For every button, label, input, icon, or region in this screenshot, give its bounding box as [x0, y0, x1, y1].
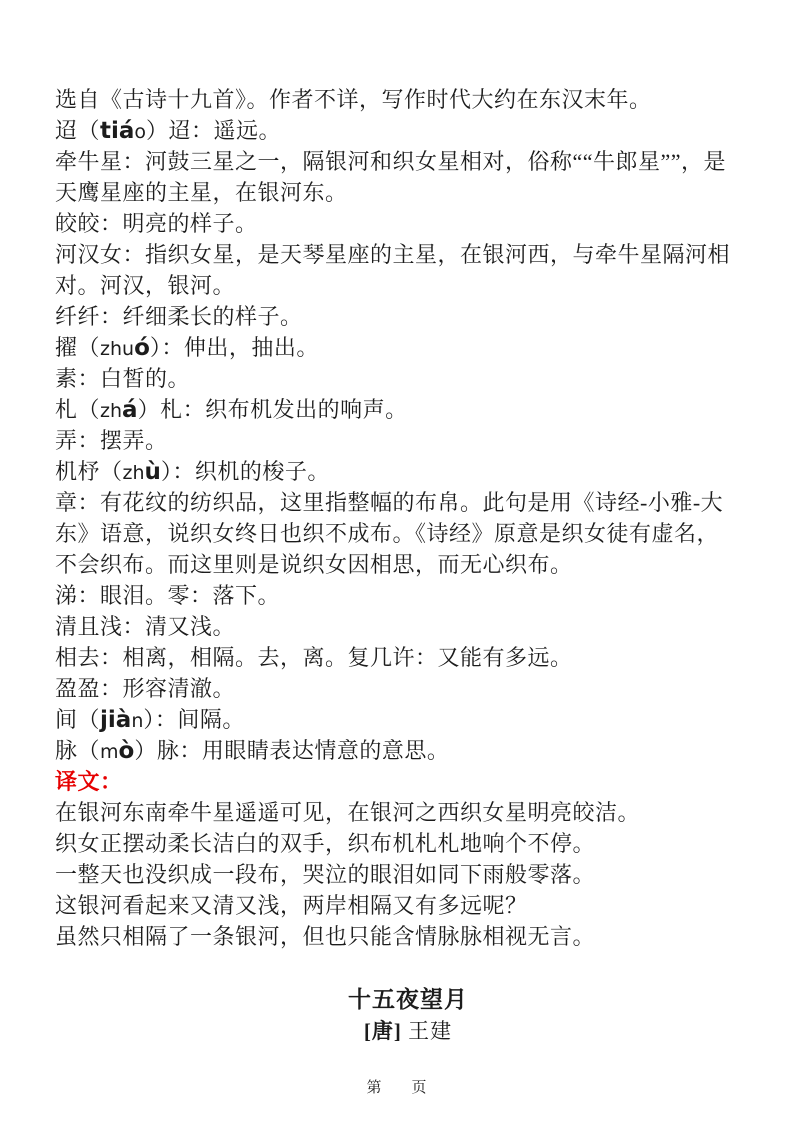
line-text: ）：伸出，抽出。 — [149, 335, 319, 360]
text-line — [55, 673, 761, 704]
line-text: 天鹰星座的主星，在银河东。 — [55, 180, 348, 205]
text-line — [55, 704, 761, 735]
text-line — [55, 890, 761, 921]
line-text: 一整天也没织成一段布，哭泣的眼泪如同下雨般零落。 — [55, 862, 596, 887]
pinyin-text: zh — [122, 462, 145, 484]
line-text: 迢（ — [55, 118, 101, 143]
line-text: 织女正摆动柔长洁白的双手，织布机札札地响个不停。 — [55, 831, 596, 856]
text-line — [55, 270, 761, 301]
page-footer: 第 页 — [366, 1079, 427, 1096]
line-text: 不会织布。而这里则是说织女因相思，而无心织布。 — [55, 552, 573, 577]
line-text: 虽然只相隔了一条银河，但也只能含情脉脉相视无言。 — [55, 924, 596, 949]
text-lines — [55, 84, 761, 952]
line-text: 札（ — [55, 397, 101, 422]
line-text: 擢（ — [55, 335, 101, 360]
text-line — [55, 115, 761, 146]
line-text: 在银河东南牵牛星遥遥可见，在银河之西织女星明亮皎洁。 — [55, 800, 641, 825]
poem-title: 十五夜望月 — [348, 987, 468, 1012]
line-text: 河汉女：指织女星，是天琴星座的主星，在银河西，与牵牛星隔河相 — [55, 242, 731, 267]
line-text: 牵牛星：河鼓三星之一，隔银河和织女星相对，俗称““牛郎星””，是 — [55, 149, 727, 174]
pinyin-text: ó — [134, 335, 150, 361]
line-text: ）脉：用眼睛表达情意的意思。 — [134, 738, 450, 763]
pinyin-text: ù — [144, 459, 161, 485]
line-text: 这银河看起来又清又浅，两岸相隔又有多远呢？ — [55, 893, 528, 918]
pinyin-text: n — [131, 710, 144, 732]
text-line — [55, 735, 761, 766]
line-text: ）迢：遥远。 — [146, 118, 282, 143]
text-line — [55, 239, 761, 270]
pinyin-text: m — [100, 741, 119, 763]
text-line — [55, 332, 761, 363]
text-line — [55, 425, 761, 456]
text-line — [55, 580, 761, 611]
text-line — [55, 394, 761, 425]
text-line — [55, 797, 761, 828]
line-text: 涕：眼泪。零：落下。 — [55, 583, 281, 608]
line-text: 对。河汉，银河。 — [55, 273, 236, 298]
line-text: ）札：织布机发出的响声。 — [137, 397, 408, 422]
line-text: 脉（ — [55, 738, 101, 763]
next-poem-title-block — [55, 985, 761, 1046]
translation-heading: 译文： — [55, 769, 123, 794]
pinyin-text: á — [122, 397, 138, 423]
line-text: ）：间隔。 — [143, 707, 245, 732]
line-text: 纤纤：纤细柔长的样子。 — [55, 304, 303, 329]
text-line — [55, 208, 761, 239]
pinyin-text: tiá — [100, 118, 135, 144]
line-text: 间（ — [55, 707, 101, 732]
translation-heading-line — [55, 766, 761, 797]
text-line — [55, 921, 761, 952]
line-text: 选自《古诗十九首》。作者不详，写作时代大约在东汉末年。 — [55, 87, 652, 112]
text-line — [55, 84, 761, 115]
pinyin-text: zhu — [100, 338, 135, 360]
line-text: 机杼（ — [55, 459, 123, 484]
text-line — [55, 611, 761, 642]
document-body — [55, 84, 761, 1046]
line-text: ）：织机的梭子。 — [160, 459, 330, 484]
text-line — [55, 642, 761, 673]
text-line — [55, 518, 761, 549]
line-text: 清且浅：清又浅。 — [55, 614, 236, 639]
line-text: 素：白皙的。 — [55, 366, 191, 391]
text-line — [55, 859, 761, 890]
pinyin-text: ò — [118, 738, 135, 764]
line-text: 章：有花纹的纺织品，这里指整幅的布帛。此句是用《诗经-小雅-大 — [55, 490, 724, 515]
line-text: 皎皎：明亮的样子。 — [55, 211, 258, 236]
text-line — [55, 146, 761, 177]
line-text: 相去：相离，相隔。去，离。复几许：又能有多远。 — [55, 645, 573, 670]
poem-author — [55, 1017, 761, 1046]
pinyin-text: zh — [100, 400, 123, 422]
line-text: 盈盈：形容清澈。 — [55, 676, 236, 701]
text-line — [55, 549, 761, 580]
text-line — [55, 177, 761, 208]
poem-author-dynasty: [唐] — [363, 1019, 402, 1043]
pinyin-text: jià — [100, 707, 132, 733]
line-text: 弄：摆弄。 — [55, 428, 168, 453]
pinyin-text: o — [134, 121, 147, 143]
text-line — [55, 487, 761, 518]
text-line — [55, 828, 761, 859]
text-line — [55, 363, 761, 394]
line-text: 东》语意，说织女终日也织不成布。《诗经》原意是织女徒有虚名， — [55, 521, 720, 546]
text-line — [55, 301, 761, 332]
text-line — [55, 456, 761, 487]
poem-author-name: 王建 — [401, 1019, 453, 1043]
